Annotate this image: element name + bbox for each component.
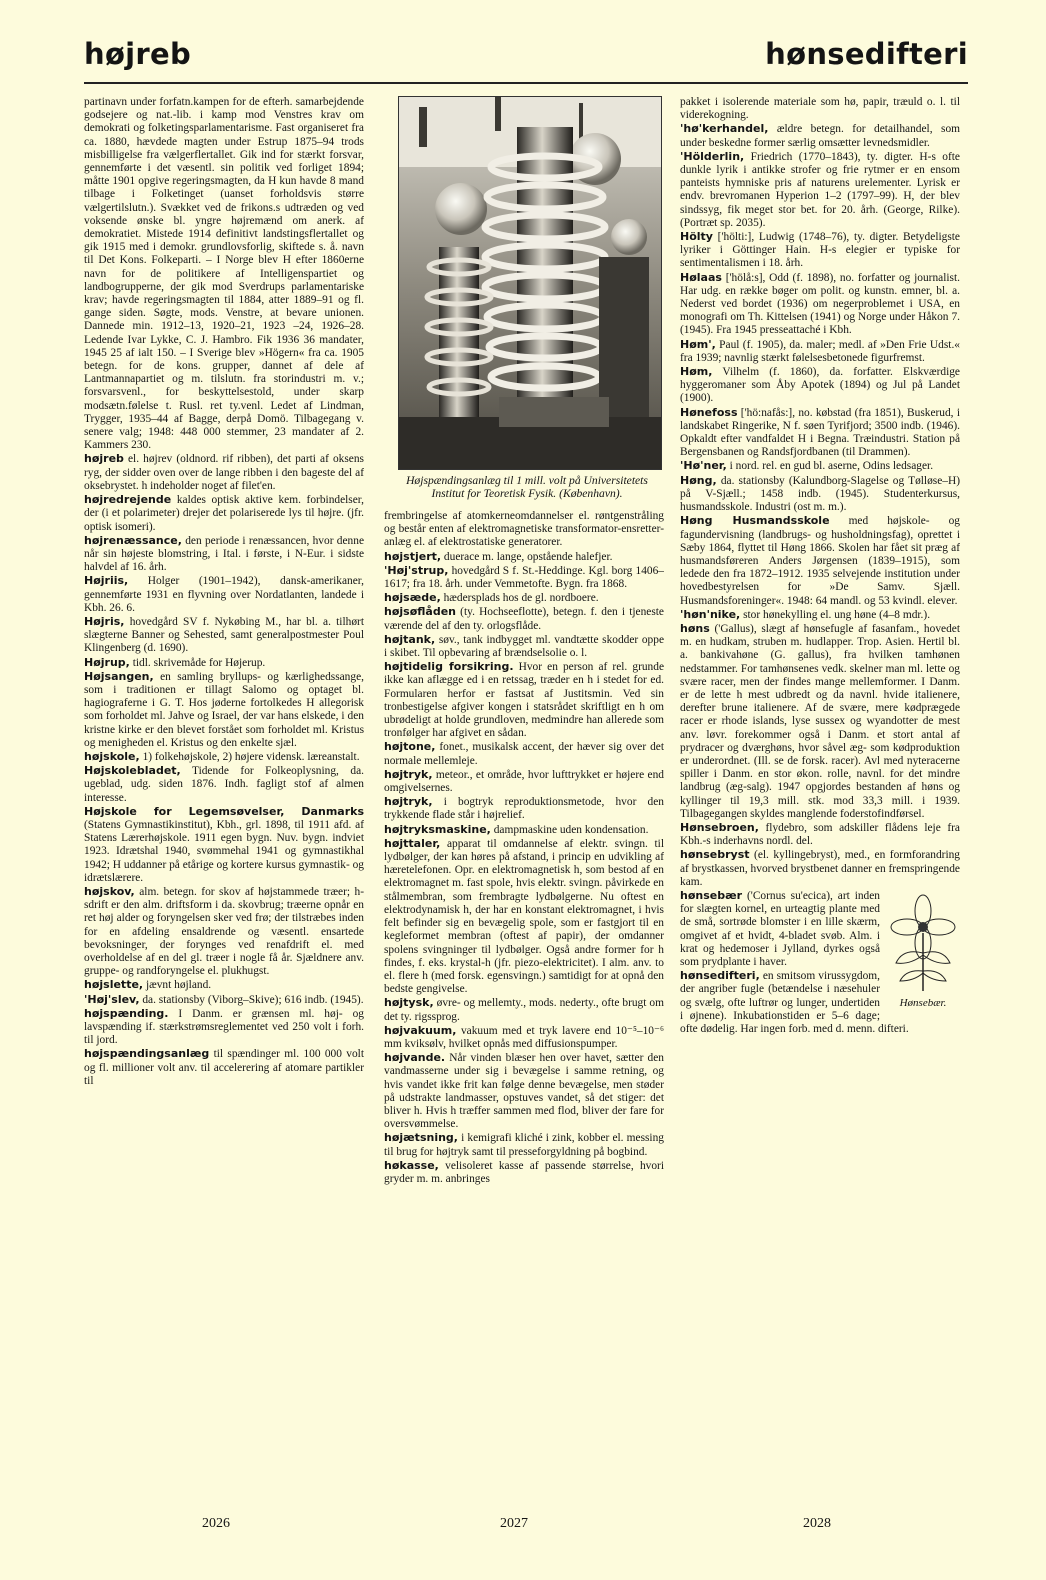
entry-headword: højskole,: [84, 749, 140, 763]
entry-headword: højstjert,: [384, 549, 442, 563]
dictionary-entry: [680, 474, 960, 515]
entry-headword: højsæde,: [384, 591, 441, 605]
entry-headword: Hölty: [680, 230, 713, 244]
header-rule: [84, 82, 968, 84]
dictionary-entry: [384, 564, 664, 591]
entry-text: partinavn under forfatn.kampen for de efterh. samarbejdende godsejere og nat.-lib. i kamp mod Venstres krav om demokrati og folketingsparlamentarisme. Fast organiseret fra ca. 1880, hævdede magten under Estrup 1875–94 trods misbilligelse fra vælgerflertallet. Gik ind for stærkt forsvar, gennemførte i det væsentl. sin politik ved forliget 1894; måtte 1901 opgive regeringsmagten, da H kun havde 8 mand tilbage i Folketinget (uanset forholdsvis større vælgertilslutn.). Svækket ved de frikons.s udtræden og ved voksende ønske bl. yngre højremænd om anerk. af demokratiet. Mistede 1914 definitivt landstingsflertallet og gik 1915 med i demokr. grundlovsforlig, skiftede s. å. navn til Det Kons. Folkeparti. – I Norge blev H efter 1860erne navn for de politikere af Intelligenspartiet og landbogrupperne, der gik mod Sverdrups parlamentariske krav; havde regeringsmagten til 1884, atter 1889–91 og fl. gange siden. Søgte, mods. Venstre, at bevare unionen. Dannede min. 1912–13, 1920–21, 1923 –24, 1926–28. Ledende Ivar Lykke, C. J. Hambro. Fik 1936 36 mandater, 1945 25 af ialt 150. – I Sverige blev »Högern« fra ca. 1905 betegn. for de kons. grupper, dannet af dele af Lantmannapartiet og m. tilslutn. fra storindustri m. v.; forsvarsvenl., for beskyttelsestold, under skarp modsætn.følelse t. Rusl. ret ty.venl. Ledet af Lindman, Trygger, 1935–44 af Bagge, derpå Domö. Tilbagegang v. senere valg; 1948: 448 000 stemmer, 23 mandater af 2. Kammers 230.: [84, 96, 364, 452]
entry-headword: Højrup,: [84, 655, 130, 669]
entry-headword: højsøflåden: [384, 605, 457, 619]
entry-text: 1) folkehøjskole, 2) højere vidensk. læreanstalt.: [142, 750, 360, 763]
entry-headword: højvande.: [384, 1051, 446, 1065]
entry-headword: 'Hölderlin,: [680, 149, 745, 163]
dictionary-entry: [84, 750, 364, 764]
entry-headword: hønsebryst: [680, 848, 750, 862]
entry-text: (ty. Hochseeflotte), betegn. f. den i tjeneste værende del af den ty. orlogsflåde.: [384, 606, 664, 632]
hønsebær-illustration: [886, 893, 960, 1013]
entry-headword: højspændingsanlæg: [84, 1047, 210, 1061]
entry-text: ['hö:nafås:], no. købstad (fra 1851), Buskerud, i landskabet Ringerike, N f. søen Tyrifjord; 3500 indb. (1946). Opkaldt efter vandfaldet H i Begna. Træindustri. Station på Bergensbanen og Randsfjordbanen (til Drammen).: [680, 406, 960, 459]
dictionary-entry: [384, 823, 664, 837]
entry-text: søv., tank indbygget ml. vandtætte skodder oppe i skibet. Til opbevaring af brændselsolie o. l.: [384, 633, 664, 660]
high-voltage-photo-image: [399, 97, 661, 469]
entry-text: el. højrev (oldnord. rif ribben), det parti af oksens ryg, der sidder oven over de lange ribben i den bageste del af oksebrystet. h indeholder noget af filet'en.: [84, 453, 364, 492]
dictionary-entry: [680, 96, 960, 122]
entry-headword: 'Høj'slev,: [84, 992, 140, 1006]
photo-caption: Højspændingsanlæg til 1 mill. volt på Universitetets Institut for Teoretisk Fysik. (København).: [406, 474, 648, 500]
entry-headword: højtone,: [384, 740, 436, 754]
dictionary-entry: [84, 1047, 364, 1088]
entry-text: duerace m. lange, opstående halefjer.: [443, 550, 613, 563]
entry-headword: højttaler,: [384, 836, 441, 850]
entry-headword: Højskolebladet,: [84, 764, 181, 778]
entry-text: I Danm. er grænsen ml. høj- og lavspænding if. stærkstrømsreglementet ved 250 volt i forh. til jord.: [84, 1007, 364, 1047]
entry-headword: højtryksmaskine,: [384, 822, 491, 836]
entry-text: frembringelse af atomkerneomdannelser el. røntgenstråling og består enten af elektromagnetiske transformator-ensretter-anlæg el. af elektrostatiske generatorer.: [384, 510, 664, 549]
entry-text: en smitsom virussygdom, der angriber fugle (betændelse i næsehuler og svælg, ofte luftrør og lunger, undertiden i øjnene). Inkubationstiden er 5–6 dage; ofte dødelig. Har ingen forb. med d. menn. difteri.: [680, 970, 909, 1036]
entry-text: vakuum med et tryk lavere end 10⁻⁵–10⁻⁶ mm kviksølv, hvilket opnås med diffusionspumper.: [384, 1024, 664, 1050]
dictionary-entry: [84, 452, 364, 493]
entry-headword: højspænding.: [84, 1006, 169, 1020]
entry-headword: Hønefoss: [680, 405, 738, 419]
entry-text: pakket i isolerende materiale som hø, papir, træuld o. l. til viderekogning.: [680, 96, 960, 122]
entry-headword: Højskole for Legemsøvelser, Danmarks: [84, 804, 364, 818]
entry-headword: højtidelig forsikring.: [384, 660, 514, 674]
entry-headword: højtryk,: [384, 795, 433, 809]
entry-headword: højslette,: [84, 978, 144, 992]
entry-text: dampmaskine uden kondensation.: [493, 823, 649, 836]
entry-text: da. stationsby (Viborg–Skive); 616 indb. (1945).: [142, 993, 364, 1006]
dictionary-entry: [384, 510, 664, 550]
entry-text: ['hölå:s], Odd (f. 1898), no. forfatter og journalist. Har udg. en række bøger om polit. og kunstn. emner, bl. a. Nederst ved bordet (1936) om negerproblemet i USA, en monografi om Th. Kittelsen (1941) og Norge under Håkon 7. (1945). Fra 1945 presseattaché i Kbh.: [680, 271, 960, 337]
entry-text: apparat til omdannelse af elektr. svingn. til lydbølger, der kan høres på afstand, i princip en udvikling af hæretelefonen. Opr. en elektromagnetisk h, som bestod af en elektromagnet m. fast spole, hvis elektr. svingn. påvirkede en stålmembran, som frembragte lydbølgerne. Nu oftest en elektrodynamisk h, der har en konstant elektromagnet, i hvis felt befinder sig en bevægelig spole, som er fastgjort til en kegleformet membran (oftest af papir), der omdanner spolens svingninger til lydbølger. Også andre former for h findes, f. eks. krystal-h (jfr. piezo-elektricitet). I alm. anv. to el. flere h (med forsk. egensvingn.) samtidigt for at opnå den bedste gengivelse.: [384, 837, 664, 996]
entry-text: (Statens Gymnastikinstitut), Kbh., grl. 1898, til 1911 afd. af Statens Lærerhøjskole. 1911 egen bygn. Nuv. bygn. indviet 1923. Idrætshal 1940, svømmehal 1941 og gymnastikhal 1942; H uddanner på etårige og kortere kursus gymnastik- og idrætslærere.: [84, 818, 364, 884]
entry-text: meteor., et område, hvor lufttrykket er højere end omgivelsernes.: [384, 768, 664, 795]
dictionary-entry: [680, 365, 960, 406]
entry-headword: høkasse,: [384, 1158, 439, 1172]
flower-icon: [888, 893, 958, 993]
entry-text: ('Gallus), slægt af hønsefugle af fasanfam., hovedet m. en hudkam, struben m. hudlapper. Trop. Asien. Hertil bl. a. bankivahøne (G. gallus), fra hvilken tamhønen nedstammer. For tamhønsenes vedk. skelner man ml. lette og svære racer, men der findes mange mellemformer. I Danm. er de lette h mest udbredt og da navnl. hvide italienere, derefter brune italienere. Af de svære, mere kødprægede racer er rhode islands, lyse sussex og wyandotter de mest anv. løvr. forekommer også i Danm. et stort antal af prydracer og dværghøns, hvor såvel æg- som kødproduktion er underordnet. (Ill. se de forsk. racer). Avl med nyteracerne spiller i Danm. en stor økon. rolle, navnl. for det mindre landbrug (æg-salg). 1947 opgjordes bestanden af høns og kyllinger til 19,3 mill. stk. mod 33,3 mill. i 1939. Tilbagegangen skyldes manglende foderstofindførsel.: [680, 622, 960, 820]
dictionary-entry: [680, 622, 960, 821]
entry-text: den periode i renæssancen, hvor denne når sin højeste blomstring, i Ital. i første, i N-Eur. i sidste halvdel af 16. årh.: [84, 534, 364, 574]
dictionary-entry: [384, 795, 664, 822]
dictionary-entry: [84, 574, 364, 615]
entry-headword: 'Høj'strup,: [384, 563, 449, 577]
entry-headword: Højriis,: [84, 574, 129, 588]
entry-text: jævnt højland.: [145, 979, 212, 992]
dictionary-entry: [84, 96, 364, 452]
entry-text: fonet., musikalsk accent, der hæver sig over det normale mellemleje.: [384, 741, 664, 767]
entry-headword: højtank,: [384, 632, 436, 646]
dictionary-entry: [384, 591, 664, 605]
entry-text: tidl. skrivemåde for Højerup.: [132, 656, 266, 669]
entry-headword: højtysk,: [384, 996, 434, 1010]
dictionary-entry: [84, 493, 364, 534]
entry-headword: hønsedifteri,: [680, 969, 760, 983]
dictionary-entry: [680, 608, 960, 622]
entry-text: hædersplads hos de gl. nordboere.: [443, 592, 599, 605]
dictionary-entry: [84, 805, 364, 885]
entry-text: Paul (f. 1905), da. maler; medl. af »Den Frie Udst.« fra 1939; navnlig stærkt følelsesbetonede figurfremst.: [680, 338, 960, 364]
entry-text: flydebro, som adskiller flådens leje fra Kbh.-s inderhavns nordl. del.: [680, 821, 960, 848]
dictionary-entry: [84, 764, 364, 805]
entry-headword: højvakuum,: [384, 1023, 457, 1037]
entry-text: øvre- og mellemty., mods. nederty., ofte brugt om det ty. rigssprog.: [384, 997, 664, 1023]
entry-text: Hvor en person af rel. grunde ikke kan aflægge ed i en retssag, træder en h i stedet for ed. Formularen herfor er fastsat af Justitsmin. Ved sin tronbestigelse afgiver kongen i statsrådet skriftligt en h om ubrødeligt at holde grundloven, medmindre han allerede som tronfølger har afgivet en sådan.: [384, 661, 664, 740]
running-head-right: hønsedifteri: [765, 37, 968, 71]
entry-headword: høns: [680, 621, 710, 635]
entry-headword: højætsning,: [384, 1131, 458, 1145]
entry-text: med højskole- og fagundervisning (landbrugs- og husholdningsfag), oprettet i Sæby 1864, flyttet til Høng 1866. Skolen har fået sit præg af husmandsføreren Anders Jørgensen (1839–1915), som ledede den fra 1872–1912. 1935 selvejende institution under hovedbestyrelsen for »De Samv. Sjæll. Husmandsforeninger«. 1948: 64 mandl. og 53 kvindl. elever.: [680, 515, 960, 607]
entry-text: (el. kyllingebryst), med., en formforandring af brystkassen, hvorved brystbenet danner en fremspringende kam.: [680, 849, 960, 888]
entry-headword: Høng Husmandsskole: [680, 514, 830, 528]
dictionary-entry: [680, 848, 960, 889]
dictionary-entry: [680, 338, 960, 365]
entry-text: ['hölti:], Ludwig (1748–76), ty. digter. Betydeligste lyriker i Göttinger Hain. H-s elegier er typiske for sentimentalismen i 18. årh.: [680, 231, 960, 270]
entry-headword: højskov,: [84, 884, 135, 898]
dictionary-entry: [384, 1024, 664, 1051]
entry-headword: 'høn'nike,: [680, 607, 741, 621]
dictionary-entry: [84, 534, 364, 575]
dictionary-entry: [84, 978, 364, 992]
page-number-2028: 2028: [803, 1516, 831, 1531]
entry-text: Når vinden blæser hen over havet, sætter den vandmasserne under sig i bevægelse i samme retning, og hvis vandet ikke frit kan følge denne bevægelse, men støder på udstrakte landmasser, opstuves vandet, så det stiger: det bliver h. Hvis h træffer sammen med flod, bliver der fare for oversvømmelse.: [384, 1052, 664, 1131]
dictionary-entry: [680, 406, 960, 460]
dictionary-entry: [84, 1007, 364, 1048]
dictionary-entry: [384, 633, 664, 660]
entry-headword: Høng,: [680, 473, 717, 487]
dictionary-entry: [680, 122, 960, 149]
entry-text: en samling bryllups- og kærlighedssange, som i traditionen er tillagt Salomo og optaget bl. hagiograferne i G. T. Hos jøderne fortolkedes H allegorisk som forholdet ml. Jahve og Israel, der var hans elskede, i den kristne kirke er den blevet forstået som forholdet ml. Kristus og menigheden el. Kristus og den enkelte sjæl.: [84, 670, 364, 749]
dictionary-entry: [384, 660, 664, 740]
entry-headword: Hølaas: [680, 270, 722, 284]
entry-text: stor hønekylling el. ung høne (4–8 mdr.).: [743, 608, 931, 621]
entry-headword: 'hø'kerhandel,: [680, 122, 769, 136]
dictionary-entry: [84, 656, 364, 670]
entry-headword: Højsangen,: [84, 669, 154, 683]
dictionary-entry: [680, 271, 960, 338]
entry-text: kaldes optisk aktive kem. forbindelser, der (i et polarimeter) drejer det polariserede lys til højre. (jfr. optisk isomeri).: [84, 494, 364, 533]
entry-text: i kemigrafi kliché i zink, kobber el. messing til brug for højtryk samt til presseforgyldning på bogbind.: [384, 1132, 664, 1158]
high-voltage-photo: [398, 96, 662, 470]
dictionary-entry: [384, 1051, 664, 1131]
dictionary-entry: [84, 885, 364, 978]
dictionary-entry: [680, 230, 960, 271]
entry-headword: Hønsebroen,: [680, 820, 759, 834]
entry-headword: højrenæssance,: [84, 533, 182, 547]
entry-text: alm. betegn. for skov af højstammede træer; h-sdrift er den alm. driftsform i da. skovbrug; træerne opnår en ret høj alder og foryngelsen sker ved frø; der tilstræbes inden for en afdeling ensaldrende og væsentl. ensartede bevoksninger, der forynges ved renafdrift el. med overholdelse af en del gl. træer i nogle få år. Sjældnere anv. gruppe- og randforyngelse el. plukhugst.: [84, 885, 364, 978]
column-2028: [680, 96, 960, 1496]
entry-text: i bogtryk reproduktionsmetode, hvor den trykkende flade står i højrelief.: [384, 796, 664, 822]
dictionary-entry: [384, 550, 664, 564]
entry-text: hovedgård SV f. Nykøbing M., har bl. a. tilhørt slægterne Banner og Sehested, samt generalpostmester Poul Klingenberg (d. 1690).: [84, 615, 364, 655]
page-number-2027: 2027: [500, 1516, 528, 1531]
dictionary-entry: [384, 996, 664, 1023]
entry-headword: højreb: [84, 452, 124, 466]
column-2026: [84, 96, 364, 1496]
flower-caption: Hønsebær.: [899, 997, 947, 1010]
dictionary-entry: [680, 459, 960, 473]
entry-text: da. stationsby (Kalundborg-Slagelse og Tølløse–H) på V-Sjæll.; 1458 indb. (1945). Studenterkursus, husmandsskole. Industri (ost m. m.).: [680, 474, 960, 514]
entry-text: Holger (1901–1942), dansk-amerikaner, gennemførte 1931 en flyvning over Nordatlanten, landede i Kbh. 26. 6.: [84, 575, 364, 614]
entry-headword: højredrejende: [84, 493, 172, 507]
dictionary-entry: [84, 615, 364, 656]
dictionary-entry: [384, 740, 664, 767]
entry-headword: højtryk,: [384, 767, 433, 781]
entry-text: Friedrich (1770–1843), ty. digter. H-s ofte dunkle lyrik i antikke strofer og frie rytmer er en ensom panteists hymniske pris af naturens urelementer. Lyrisk er endv. brevromanen Hyperion 1–2 (1797–99). H, der blev sindssyg, fik meget stor bet. for 20. årh. (George, Rilke). (Portræt sp. 2035).: [680, 150, 960, 229]
entry-text: ældre betegn. for detailhandel, som under beskedne former særlig omsætter levnedsmidler.: [680, 123, 960, 149]
entry-text: til spændinger ml. 100 000 volt og fl. millioner volt anv. til accelerering af atomare partikler til: [84, 1048, 364, 1087]
entry-text: velisoleret kasse af passende størrelse, hvori gryder m. m. anbringes: [384, 1159, 664, 1185]
dictionary-entry: [384, 768, 664, 795]
entry-headword: Høm,: [680, 365, 713, 379]
dictionary-entry: [384, 1131, 664, 1158]
dictionary-entry: [680, 150, 960, 230]
dictionary-entry: [680, 821, 960, 848]
entry-headword: hønsebær: [680, 888, 743, 902]
entry-text: ('Cornus su'ecica), art inden for slægten kornel, en urteagtig plante med de små, sortrøde blomster i en lille skærm, omgivet af et hvidt, 4-bladet svøb. Alm. i krat og hedemoser i Jylland, dyrkes også som prydplante i haver.: [680, 889, 880, 968]
dictionary-entry: [680, 514, 960, 607]
page-number-2026: 2026: [202, 1516, 230, 1531]
entry-text: hovedgård S f. St.-Heddinge. Kgl. borg 1406–1617; fra 18. årh. under Vemmetofte. Bygn. fra 1868.: [384, 564, 664, 591]
dictionary-entry: [384, 837, 664, 996]
running-head-left: højreb: [84, 37, 192, 71]
column-2027: [384, 96, 664, 1496]
dictionary-entry: [84, 670, 364, 750]
dictionary-entry: [84, 993, 364, 1007]
dictionary-entry: [384, 1159, 664, 1186]
entry-headword: Høm',: [680, 337, 716, 351]
entry-text: Vilhelm (f. 1860), da. forfatter. Elskværdige hyggeromaner som Åby Apotek (1894) og Jul på Landet (1900).: [680, 366, 960, 405]
entry-headword: 'Hø'ner,: [680, 459, 727, 473]
entry-text: Tidende for Folkeoplysning, da. ugeblad, udg. siden 1876. Indh. fagligt stof af almen interesse.: [84, 765, 364, 804]
dictionary-entry: [384, 605, 664, 632]
entry-headword: Højris,: [84, 614, 125, 628]
entry-text: i nord. rel. en gud bl. aserne, Odins ledsager.: [729, 460, 934, 473]
